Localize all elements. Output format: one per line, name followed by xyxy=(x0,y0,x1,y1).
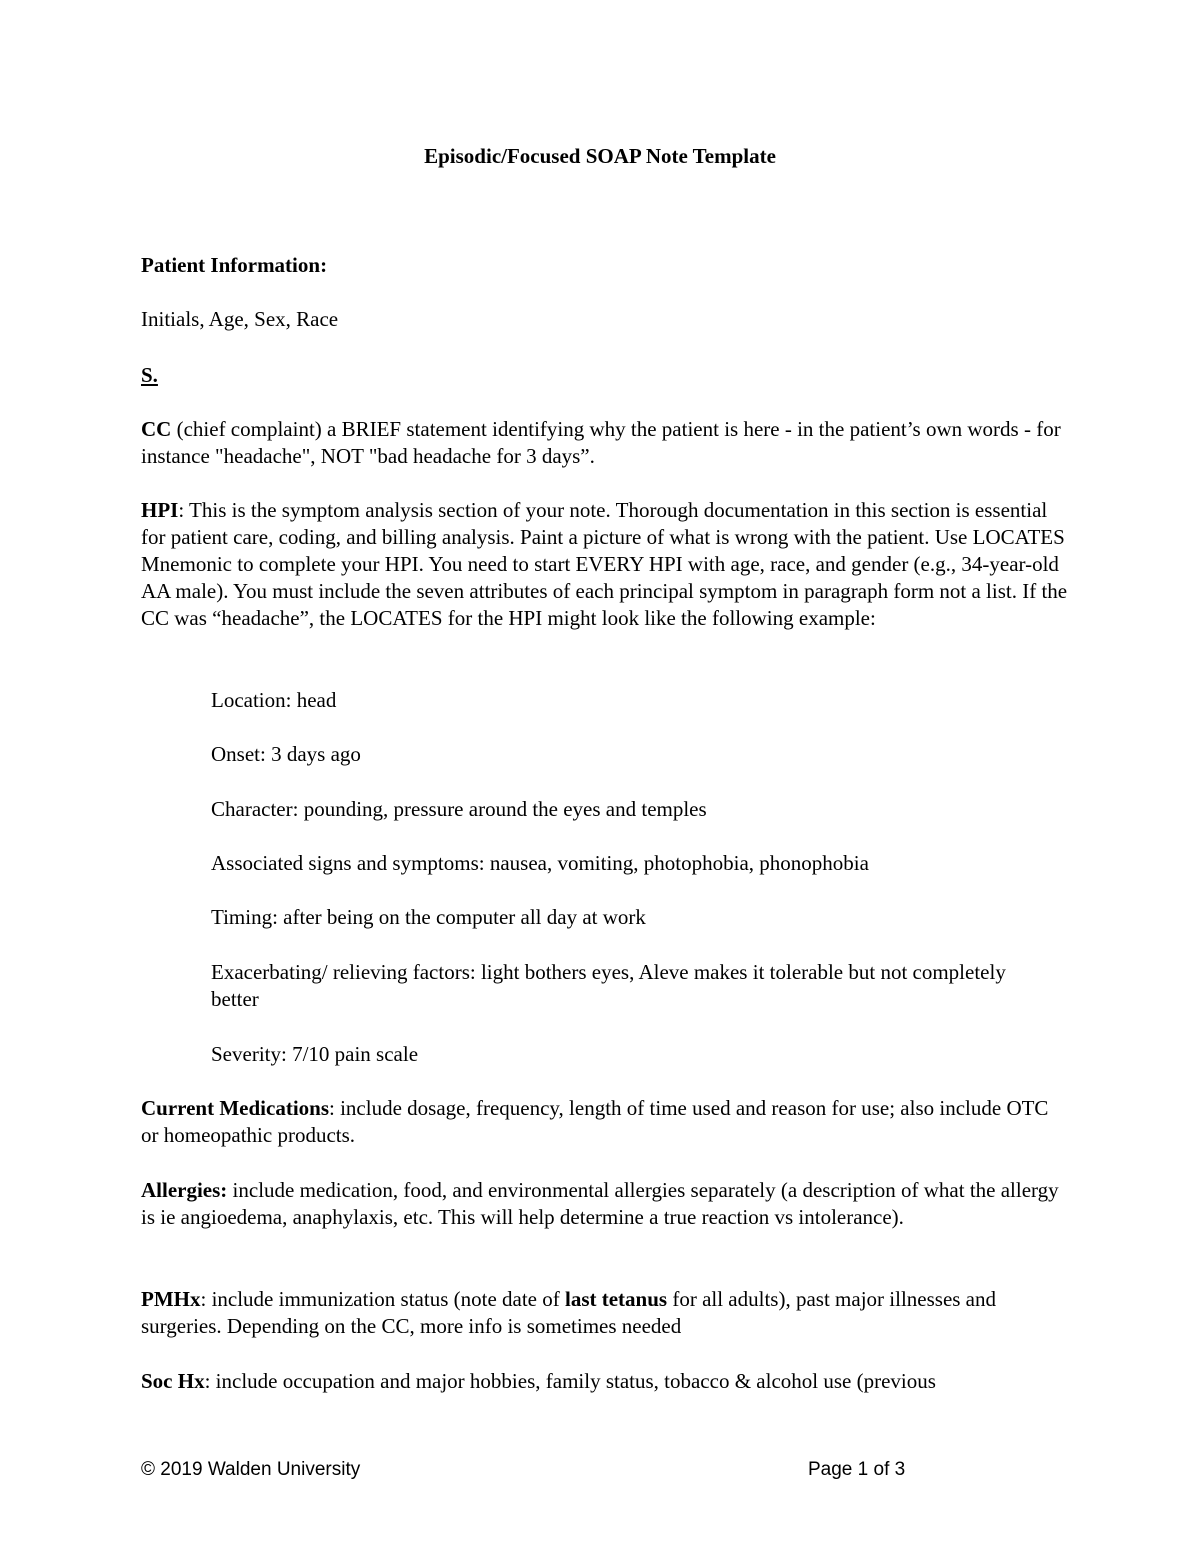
patient-info-line: Initials, Age, Sex, Race xyxy=(141,307,339,331)
sochx-text: : include occupation and major hobbies, family status, tobacco & alcohol use (previous xyxy=(204,1369,936,1393)
sochx-label: Soc Hx xyxy=(141,1369,205,1393)
cc-text: (chief complaint) a BRIEF statement identifying why the patient is here - in the patient’s own words - for instance "headache", NOT "bad headache for 3 days”. xyxy=(141,417,1061,468)
locates-character: Character: pounding, pressure around the eyes and temples xyxy=(211,797,707,821)
hpi-paragraph xyxy=(141,497,1071,632)
medications-text: : include dosage, frequency, length of time used and reason for use; also include OTC or homeopathic products. xyxy=(141,1096,1049,1147)
locates-onset: Onset: 3 days ago xyxy=(211,742,361,766)
cc-paragraph xyxy=(141,416,1071,470)
allergies-text: include medication, food, and environmental allergies separately (a description of what the allergy is ie angioedema, anaphylaxis, etc. This will help determine a true reaction vs intolerance). xyxy=(141,1178,1059,1229)
patient-info-heading: Patient Information: xyxy=(141,253,328,277)
allergies-paragraph xyxy=(141,1177,1071,1231)
last-tetanus-emphasis: last tetanus xyxy=(564,1287,668,1311)
locates-exacerbating-relieving: Exacerbating/ relieving factors: light bothers eyes, Aleve makes it tolerable but not completely better xyxy=(211,960,1006,1011)
allergies-label: Allergies: xyxy=(141,1178,228,1202)
medications-paragraph xyxy=(141,1095,1071,1149)
hpi-text: : This is the symptom analysis section of your note. Thorough documentation in this section is essential for patient care, coding, and billing analysis. Paint a picture of what is wrong with the patient. Use LOCATES Mnemonic to complete your HPI. You need to start EVERY HPI with age, race, and gender (e.g., 34-year-old AA male). You must include the seven attributes of each principal symptom in paragraph form not a list. If the CC was “headache”, the LOCATES for the HPI might look like the following example: xyxy=(141,498,1068,630)
pmhx-label: PMHx xyxy=(141,1287,201,1311)
footer-page-number: Page 1 of 3 xyxy=(808,1459,906,1480)
locates-severity: Severity: 7/10 pain scale xyxy=(211,1042,419,1066)
footer-copyright: © 2019 Walden University xyxy=(141,1459,361,1480)
locates-timing: Timing: after being on the computer all day at work xyxy=(211,905,646,929)
sochx-paragraph xyxy=(141,1368,1071,1395)
cc-label: CC xyxy=(141,417,172,441)
hpi-label: HPI xyxy=(141,498,179,522)
subjective-heading: S. xyxy=(141,363,158,387)
document-title: Episodic/Focused SOAP Note Template xyxy=(424,144,776,168)
medications-label: Current Medications xyxy=(141,1096,330,1120)
locates-location: Location: head xyxy=(211,688,337,712)
locates-associated-symptoms: Associated signs and symptoms: nausea, vomiting, photophobia, phonophobia xyxy=(211,851,869,875)
pmhx-paragraph: PMHx: include immunization status (note date of last tetanus for all adults), past major illnesses and surgeries. Depending on the CC, more info is sometimes needed xyxy=(141,1287,997,1338)
